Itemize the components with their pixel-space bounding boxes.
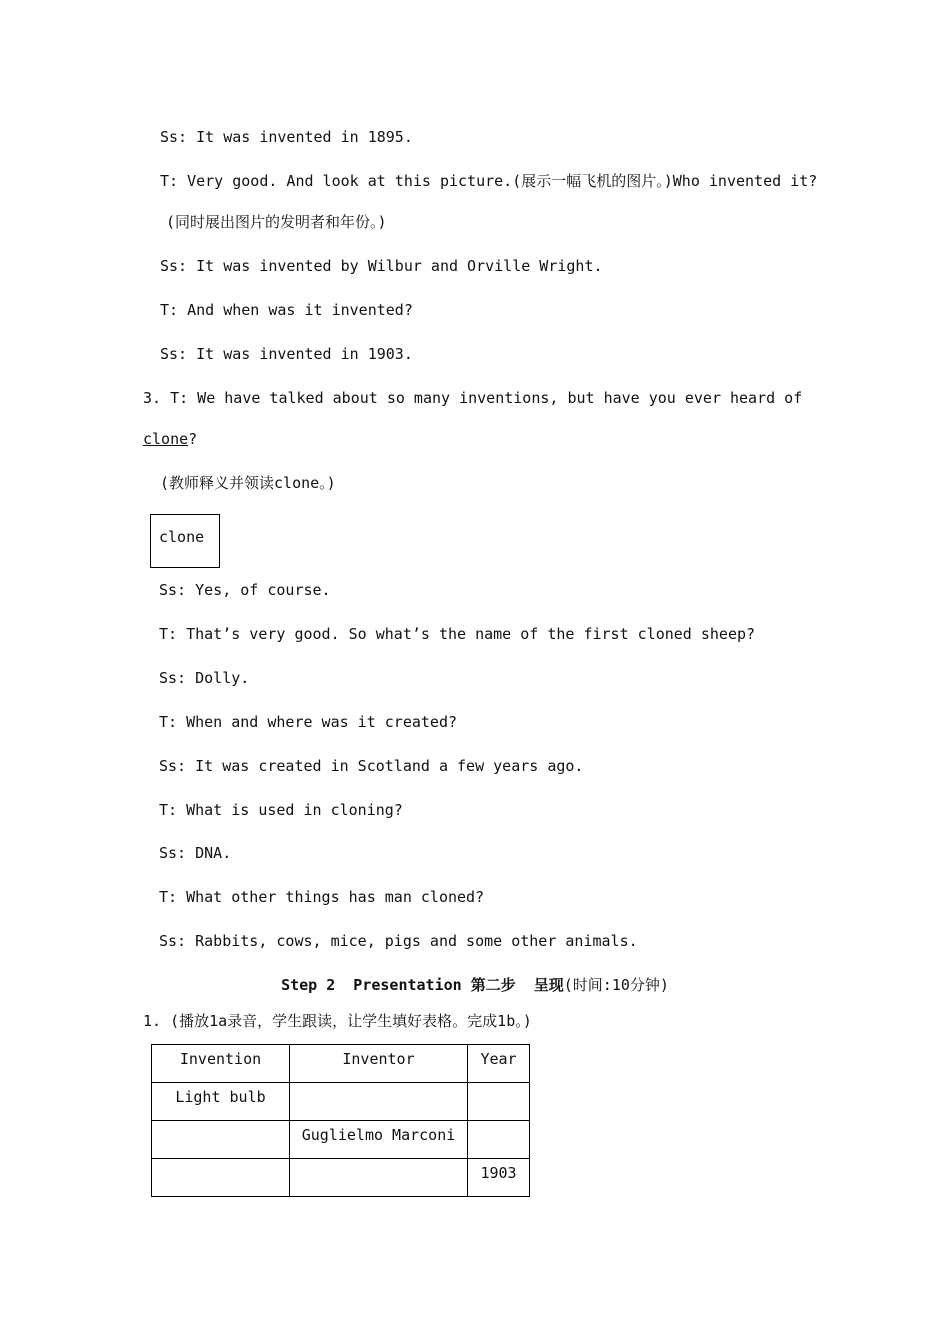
question-mark: ? — [188, 430, 198, 448]
dialogue-line: T: When and where was it created? — [159, 713, 458, 731]
table-cell: 1903 — [468, 1159, 530, 1197]
table-cell — [152, 1121, 290, 1159]
teacher-note: (教师释义并领读clone。) — [160, 474, 336, 492]
table-cell — [290, 1083, 468, 1121]
header-year: Year — [468, 1045, 530, 1083]
table-cell — [152, 1159, 290, 1197]
step-title: Step 2 Presentation 第二步 呈现 — [281, 976, 564, 994]
header-inventor: Inventor — [290, 1045, 468, 1083]
dialogue-line: Ss: Rabbits, cows, mice, pigs and some other animals. — [159, 932, 638, 950]
item3-question-cont — [143, 429, 197, 449]
header-invention: Invention — [152, 1045, 290, 1083]
table-cell: Light bulb — [152, 1083, 290, 1121]
table-row — [152, 1083, 530, 1121]
dialogue-line: T: That’s very good. So what’s the name of the first cloned sheep? — [159, 625, 756, 643]
table-row — [152, 1159, 530, 1197]
clone-word: clone — [143, 430, 189, 448]
dialogue-line: T: And when was it invented? — [160, 301, 413, 319]
table-row — [152, 1121, 530, 1159]
dialogue-line: Ss: It was created in Scotland a few years ago. — [159, 757, 584, 775]
dialogue-line: Ss: Dolly. — [159, 669, 250, 687]
dialogue-line: T: What other things has man cloned? — [159, 888, 485, 906]
dialogue-note: (同时展出图片的发明者和年份。) — [166, 213, 387, 231]
dialogue-line: T: What is used in cloning? — [159, 801, 403, 819]
clone-box — [150, 514, 220, 568]
clone-box-word: clone — [159, 528, 205, 546]
dialogue-line: Ss: DNA. — [159, 844, 232, 862]
step-time: (时间:10分钟) — [563, 976, 669, 994]
dialogue-line: Ss: It was invented in 1895. — [160, 128, 413, 146]
dialogue-line: Ss: Yes, of course. — [159, 581, 331, 599]
table-cell: Guglielmo Marconi — [290, 1121, 468, 1159]
dialogue-line: T: Very good. And look at this picture.(展示一幅飞机的图片。)Who invented it? — [160, 172, 818, 190]
dialogue-line: Ss: It was invented in 1903. — [160, 345, 413, 363]
table-header-row — [152, 1045, 530, 1083]
table-cell — [468, 1083, 530, 1121]
step-heading — [0, 975, 950, 995]
task-instruction: 1. (播放1a录音，学生跟读，让学生填好表格。完成1b。) — [143, 1012, 532, 1030]
dialogue-line: Ss: It was invented by Wilbur and Orville Wright. — [160, 257, 603, 275]
table-cell — [290, 1159, 468, 1197]
table-cell — [468, 1121, 530, 1159]
item3-question: 3. T: We have talked about so many inventions, but have you ever heard of — [143, 389, 803, 407]
invention-table — [151, 1044, 530, 1197]
